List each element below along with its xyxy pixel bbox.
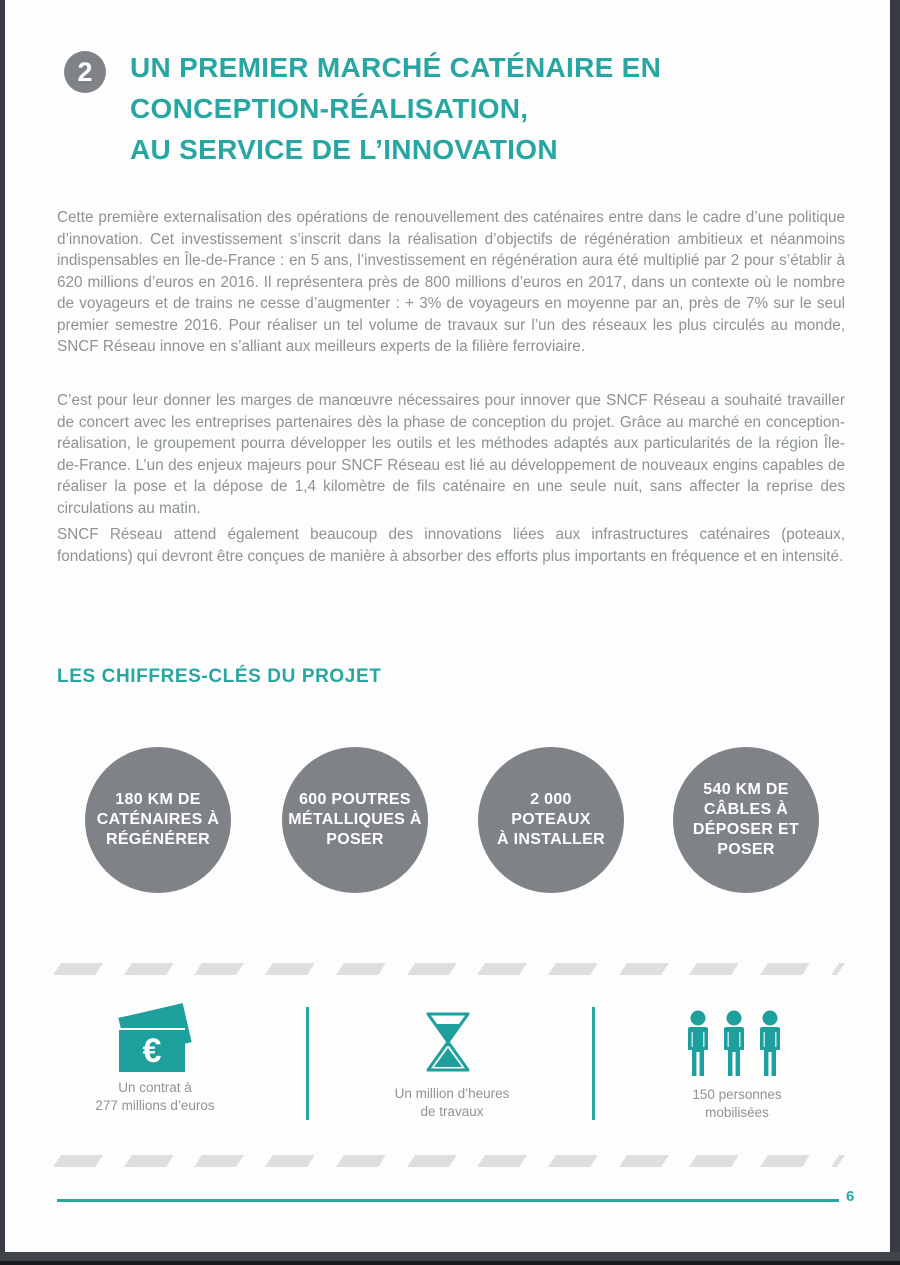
dash — [690, 963, 740, 975]
dash — [760, 963, 810, 975]
key-figure-circle-poutres — [282, 747, 428, 893]
dash — [53, 963, 103, 975]
key-figures-title: LES CHIFFRES-CLÉS DU PROJET — [57, 666, 382, 687]
circle-line: POSER — [717, 841, 775, 858]
circle-line: MÉTALLIQUES À — [288, 811, 422, 828]
page-title-line-3: AU SERVICE DE L’INNOVATION — [130, 134, 558, 165]
stat-caption-hours — [367, 1085, 537, 1121]
page-title-line-2: CONCEPTION-RÉALISATION, — [130, 93, 529, 124]
viewer-frame-bottom-edge — [0, 1261, 900, 1265]
circle-line: POTEAUX — [511, 811, 591, 828]
caption-line: Un million d’heures — [394, 1086, 510, 1101]
dash — [407, 963, 457, 975]
banknote-front — [117, 1028, 185, 1072]
circle-line: CÂBLES À — [703, 801, 789, 818]
dash — [477, 1155, 527, 1167]
dash — [548, 963, 598, 975]
dash — [195, 963, 245, 975]
key-figure-circle-cables — [673, 747, 819, 893]
dash — [407, 1155, 457, 1167]
body-paragraph-3: SNCF Réseau attend également beaucoup des innovations liées aux infrastructures caténaires (poteaux, fondations) qui devront être conçues de manière à absorber des efforts plus importants en fréquence et en intensité. — [57, 526, 845, 565]
circle-line: À INSTALLER — [497, 831, 605, 848]
page-title — [130, 47, 810, 170]
stat-caption-people — [652, 1086, 822, 1122]
stat-divider — [592, 1007, 595, 1120]
dash — [619, 1155, 669, 1167]
dash — [265, 963, 315, 975]
dashed-separator-top — [57, 963, 841, 975]
dash — [477, 963, 527, 975]
dash — [548, 1155, 598, 1167]
caption-line: 150 personnes — [692, 1087, 782, 1102]
dash — [53, 1155, 103, 1167]
dash — [760, 1155, 810, 1167]
viewer-frame-left — [0, 0, 5, 1265]
key-figure-circle-poteaux — [478, 747, 624, 893]
dash — [831, 1155, 845, 1167]
body-paragraph-2: C’est pour leur donner les marges de manœuvre nécessaires pour innover que SNCF Réseau a souhaité travailler de concert avec les entreprises partenaires dès la phase de conception du projet. Grâce au marché en conception-réalisation, le groupement pourra développer les outils et les méthodes adaptés aux particularités de la région Île-de-France. L’un des enjeux majeurs pour SNCF Réseau est lié au développement de nouveaux engins capables de réaliser la pose et la dépose de 1,4 kilomètre de fils caténaire en une seule nuit, sans affecter la reprise des circulations au matin. — [57, 392, 845, 517]
section-number-badge: 2 — [64, 51, 106, 93]
page-title-line-1: UN PREMIER MARCHÉ CATÉNAIRE EN — [130, 52, 662, 83]
stat-divider — [306, 1007, 309, 1120]
circle-line: 2 000 — [530, 791, 572, 808]
key-figure-circle-catenaires — [85, 747, 231, 893]
euro-banknotes-icon — [113, 1010, 199, 1076]
circle-line: DÉPOSER ET — [692, 821, 800, 838]
dash — [336, 1155, 386, 1167]
viewer-frame-bottom — [0, 1252, 900, 1261]
dash — [619, 963, 669, 975]
page-number: 6 — [846, 1188, 855, 1205]
circle-line: 540 KM DE — [703, 781, 789, 798]
circle-line: CATÉNAIRES À — [96, 811, 220, 828]
dash — [265, 1155, 315, 1167]
euro-symbol: € — [142, 1031, 162, 1070]
caption-line: Un contrat à — [118, 1080, 192, 1095]
circle-line: POSER — [326, 831, 384, 848]
stat-caption-contract — [70, 1079, 240, 1115]
dash — [124, 1155, 174, 1167]
footer-rule — [57, 1199, 839, 1202]
dash — [831, 963, 845, 975]
dash — [124, 963, 174, 975]
circle-line: 600 POUTRES — [299, 791, 411, 808]
caption-line: 277 millions d’euros — [95, 1098, 215, 1113]
viewer-frame-right — [890, 0, 900, 1265]
dashed-separator-bottom — [57, 1155, 841, 1167]
dash — [690, 1155, 740, 1167]
circle-line: 180 KM DE — [115, 791, 201, 808]
hourglass-icon — [423, 1011, 473, 1073]
circle-line: RÉGÉNÉRER — [105, 831, 211, 848]
caption-line: mobilisées — [705, 1105, 769, 1120]
body-paragraph-1: Cette première externalisation des opérations de renouvellement des caténaires entre dans le cadre d’une politique d’innovation. Cet investissement s’inscrit dans la réalisation d’objectifs de régénération ambitieux et néanmoins indispensables en Île-de-France : en 5 ans, l’investissement en régénération aura été multiplié par 2 pour s’établir à 620 millions d’euros en 2016. Il représentera près de 800 millions d’euros en 2017, dans un contexte où le nombre de voyageurs et de trains ne cesse d’augmenter : + 3% de voyageurs en moyenne par an, près de 7% sur le seul premier semestre 2016. Pour réaliser un tel volume de travaux sur l’un des réseaux les plus circulés au monde, SNCF Réseau innove en s’alliant aux meilleurs experts de la filière ferroviaire. — [57, 209, 845, 356]
dash — [195, 1155, 245, 1167]
people-icon — [684, 1010, 784, 1080]
dash — [336, 963, 386, 975]
caption-line: de travaux — [420, 1104, 484, 1119]
